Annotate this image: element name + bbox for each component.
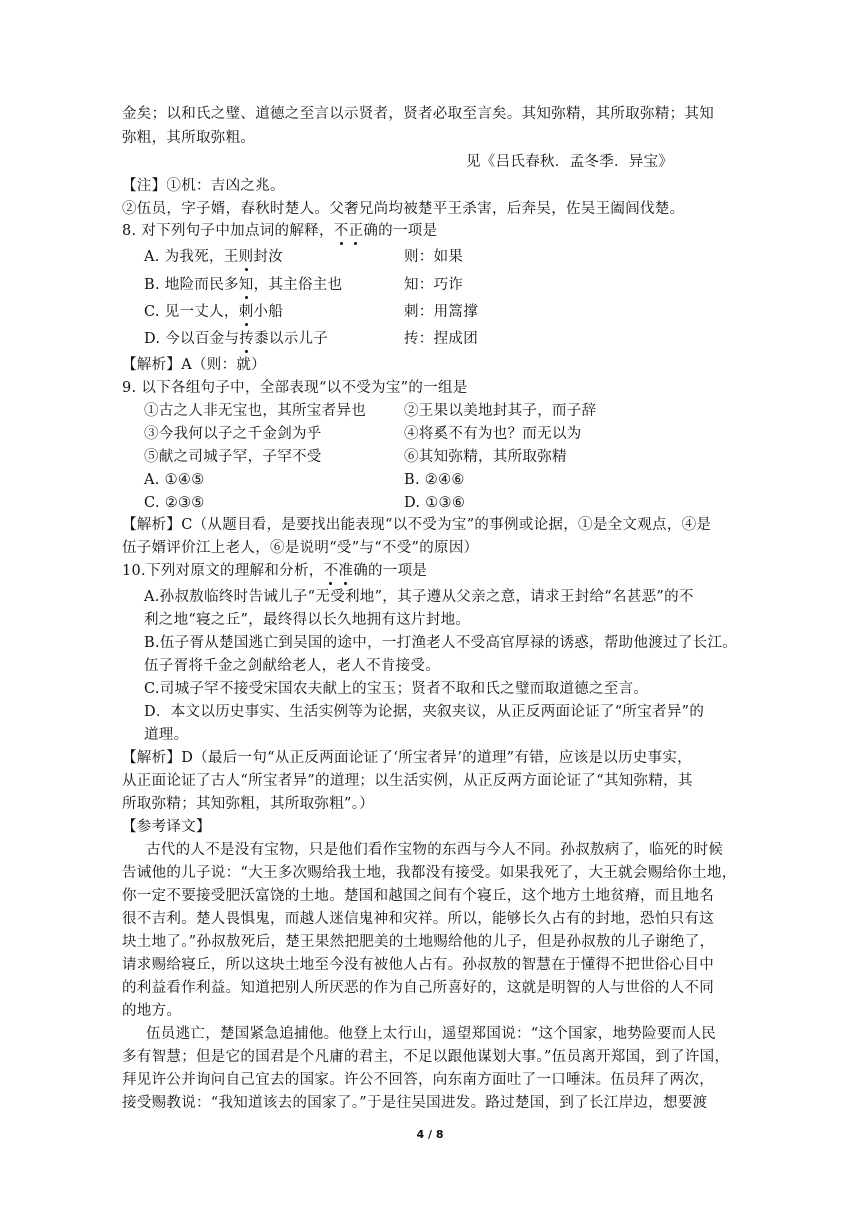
question-8-stem: 8. 对下列句子中加点词的解释，不正确的一项是: [122, 223, 438, 239]
question-9-analysis: 伍子婿评价江上老人，⑥是说明“受”与“不受”的原因）: [122, 540, 479, 556]
question-10-stem: 10.下列对原文的理解和分析，不准确的一项是: [122, 563, 428, 579]
question-10-option-c: C.司城子罕不接受宋国农夫献上的宝玉；贤者不取和氏之璧而取道德之至言。: [144, 681, 649, 697]
note-line: ②伍员，字子婿，春秋时楚人。父奢兄尚均被楚平王杀害，后奔吴，佐吴王阖闾伐楚。: [122, 201, 685, 217]
passage-line: 金矣；以和氏之璧、道德之至言以示贤者，贤者必取至言矣。其知弥精，其所取弥精；其知: [122, 106, 714, 122]
source-citation: 见《吕氏春秋．孟冬季．异宝》: [466, 154, 674, 170]
question-10-option-d: D．本文以历史事实、生活实例等为论据，夹叙夹议，从正反两面论证了“所宝者异”的: [144, 704, 705, 720]
question-8-option-d: D. 今以百金与抟黍以示儿子: [144, 331, 329, 347]
question-8-analysis: 【解析】A（则：就）: [122, 357, 266, 373]
question-9-option-b: B. ②④⑥: [404, 472, 465, 488]
question-8-option-c: C. 见一丈人，刺小船: [144, 304, 284, 320]
question-9-item: ③今我何以子之千金剑为乎: [144, 426, 322, 442]
translation-line: 接受赐教说：“我知道该去的国家了。”于是往吴国进发。路过楚国，到了长江岸边，想要渡: [122, 1095, 708, 1111]
translation-line: 古代的人不是没有宝物，只是他们看作宝物的东西与今人不同。孙叔敖病了，临死的时候: [146, 842, 724, 858]
question-8-option-b-gloss: 知：巧诈: [404, 277, 464, 293]
question-8-option-c-gloss: 刺：用篙撑: [404, 304, 478, 320]
question-9-item: ⑤献之司城子罕，子罕不受: [144, 449, 322, 465]
question-10-analysis: 【解析】D（最后一句“从正反两面论证了‘所宝者异’的道理”有错，应该是以历史事实，: [122, 750, 692, 766]
question-10-option-a: A.孙叔敖临终时告诫儿子“无受利地”，其子遵从父亲之意，请求王封给“名甚恶”的不: [144, 589, 694, 605]
translation-line: 你一定不要接受肥沃富饶的土地。楚国和越国之间有个寝丘，这个地方土地贫瘠，而且地名: [122, 888, 714, 904]
question-8-option-d-gloss: 抟：捏成团: [404, 331, 478, 347]
translation-line: 的地方。: [122, 1003, 182, 1019]
translation-line: 拜见许公并询问自己宜去的国家。许公不回答，向东南方面吐了一口唾沫。伍员拜了两次，: [122, 1072, 714, 1088]
question-9-option-d: D. ①③⑥: [404, 495, 466, 511]
translation-line: 块土地了。”孙叔敖死后，楚王果然把肥美的土地赐给他的儿子，但是孙叔敖的儿子谢绝了，: [122, 934, 715, 950]
question-9-item: ⑥其知弥精，其所取弥精: [404, 449, 567, 465]
question-9-analysis: 【解析】C（从题目看，是要找出能表现“以不受为宝”的事例或论据，①是全文观点，④是: [122, 517, 712, 533]
passage-line: 弥粗，其所取弥粗。: [122, 130, 256, 146]
note-line: 【注】①机：吉凶之兆。: [122, 178, 285, 194]
translation-line: 的利益看作利益。知道把别人所厌恶的作为自己所喜好的，这就是明智的人与世俗的人不同: [122, 980, 714, 996]
translation-line: 伍员逃亡，楚国紧急追捕他。他登上太行山，遥望郑国说：“这个国家，地势险要而人民: [146, 1026, 717, 1042]
translation-line: 请求赐给寝丘，所以这块土地至今没有被他人占有。孙叔敖的智慧在于懂得不把世俗心目中: [122, 957, 714, 973]
translation-heading: 【参考译文】: [122, 819, 211, 835]
question-10-option-b: 伍子胥将千金之剑献给老人，老人不肯接受。: [144, 658, 440, 674]
translation-line: 多有智慧；但是它的国君是个凡庸的君主，不足以跟他谋划大事。”伍员离开郑国，到了许国，: [122, 1049, 730, 1065]
question-10-option-b: B.伍子胥从楚国逃亡到吴国的途中，一打渔老人不受高官厚禄的诱惑，帮助他渡过了长江。: [144, 635, 738, 651]
question-9-item: ②王果以美地封其子，而子辞: [404, 403, 597, 419]
question-9-option-a: A. ①④⑤: [144, 472, 205, 488]
question-9-option-c: C. ②③⑤: [144, 495, 205, 511]
translation-line: 告诫他的儿子说：“大王多次赐给我土地，我都没有接受。如果我死了，大王就会赐给你土地，: [122, 865, 737, 881]
question-10-analysis: 从正面论证了古人“所宝者异”的道理；以生活实例，从正反两方面论证了“其知弥精，其: [122, 773, 693, 789]
question-8-option-a-gloss: 则：如果: [404, 249, 464, 265]
question-10-analysis: 所取弥精；其知弥粗，其所取弥粗”。）: [122, 796, 375, 812]
question-9-item: ④将奚不有为也？而无以为: [404, 426, 582, 442]
translation-line: 很不吉利。楚人畏惧鬼，而越人迷信鬼神和灾祥。所以，能够长久占有的封地，恐怕只有这: [122, 911, 714, 927]
question-10-option-a: 利之地“寝之丘”，最终得以长久地拥有这片封地。: [144, 612, 471, 628]
question-10-option-d: 道理。: [144, 727, 189, 743]
question-8-option-a: A. 为我死，王则封汝: [144, 249, 284, 265]
page-number: 4 / 8: [416, 1128, 444, 1141]
question-9-stem: 9. 以下各组句子中，全部表现“以不受为宝”的一组是: [122, 380, 468, 396]
question-8-option-b: B. 地险而民多知，其主俗主也: [144, 277, 343, 293]
question-9-item: ①古之人非无宝也，其所宝者异也: [144, 403, 366, 419]
